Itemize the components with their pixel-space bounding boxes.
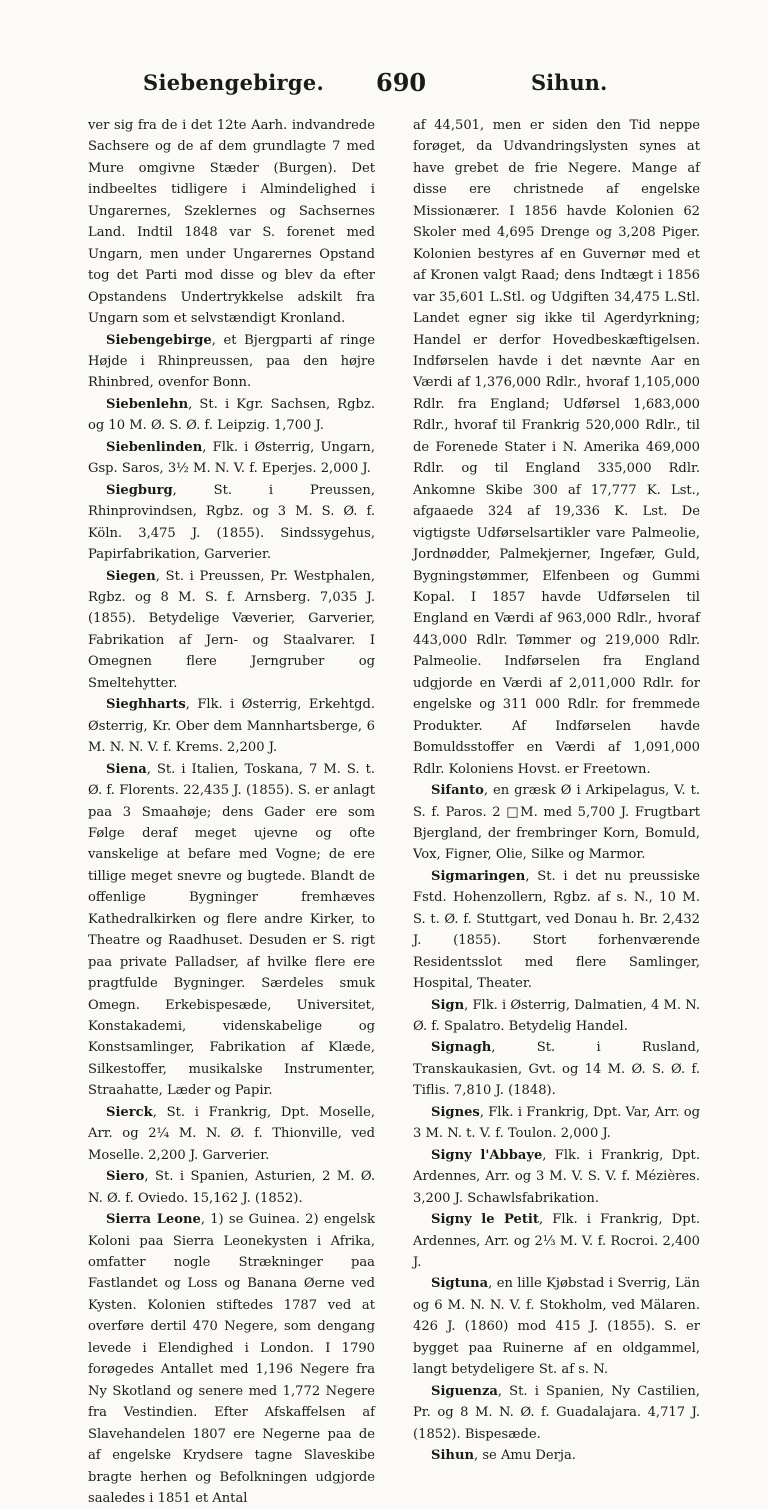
entry-headword: Sihun: [431, 1448, 474, 1464]
right-column: [413, 115, 700, 1467]
entry-sigtuna: [413, 1273, 700, 1380]
entry-headword: Signy l'Abbaye: [431, 1147, 543, 1163]
entry-signes: [413, 1102, 700, 1145]
entry-text: , Flk. i Østerrig, Erkehtgd. Østerrig, Kr. Ober dem Mannhartsberge, 6 M. N. N. V. f. Krems. 2,200 J.: [88, 697, 375, 756]
entry-signy-le-petit: [413, 1209, 700, 1273]
running-head-left: Siebengebirge.: [143, 70, 325, 95]
entry-siegen: [88, 566, 375, 695]
entry-text: , St. i Kgr. Sachsen, Rgbz. og 10 M. Ø. S. Ø. f. Leipzig. 1,700 J.: [88, 396, 375, 434]
entry-siebenlehn: [88, 394, 375, 437]
entry-text: , St. i Frankrig, Dpt. Moselle, Arr. og 2¼ M. N. Ø. f. Thionville, ved Moselle. 2,200 J. Garverier.: [88, 1104, 375, 1163]
entry-signy-labbaye: [413, 1145, 700, 1209]
entry-headword: Sierck: [106, 1104, 153, 1120]
entry-headword: Signagh: [431, 1040, 492, 1056]
entry-text: , Flk. i Frankrig, Dpt. Var, Arr. og 3 M. N. t. V. f. Toulon. 2,000 J.: [413, 1104, 700, 1142]
entry-text: af 44,501, men er siden den Tid neppe forøget, da Udvandringslysten synes at have grebet de frie Negere. Mange af disse ere christnede af engelske Missionærer. I 1856 havde Kolonien 62 Skoler med 4,695 Drenge og 3,208 Piger. Kolonien bestyres af en Guvernør med et af Kronen valgt Raad; dens Indtægt i 1856 var 35,601 L.Stl. og Udgiften 34,475 L.Stl. Landet egner sig ikke til Agerdyrkning; Handel er derfor Hovedbeskæftigelsen. Indførselen havde i det nævnte Aar en Værdi af 1,376,000 Rdlr., hvoraf 1,105,000 Rdlr. fra England; Udførsel 1,683,000 Rdlr., hvoraf til Frankrig 520,000 Rdlr., til de Forenede Stater i N. Amerika 469,000 Rdlr. og til England 335,000 Rdlr. Ankomne Skibe 300 af 17,777 K. Lst., afgaaede 324 af 19,336 K. Lst. De vigtigste Udførselsartikler vare Palmeolie, Jordnødder, Palmekjerner, Ingefær, Guld, Bygningstømmer, Elfenbeen og Gummi Kopal. I 1857 havde Udførselen til England en Værdi af 963,000 Rdlr., hvoraf 443,000 Rdlr. Tømmer og 219,000 Rdlr. Palmeolie. Indførselen fra England udgjorde en Værdi af 2,011,000 Rdlr. for engelske og 311 000 Rdlr. for fremmede Produkter. Af Indførselen havde Bomuldsstoffer en Værdi af 1,091,000 Rdlr. Koloniens Hovst. er Freetown.: [413, 118, 700, 777]
entry-siena: [88, 759, 375, 1102]
entry-sigmaringen: [413, 866, 700, 995]
entry-headword: Siena: [106, 761, 147, 777]
entry-text: , et Bjergparti af ringe Højde i Rhinpreussen, paa den højre Rhinbred, ovenfor Bonn.: [88, 332, 375, 391]
entry-headword: Siebenlehn: [106, 396, 189, 412]
entry-sihun: [413, 1445, 700, 1466]
entry-text: , Flk. i Østerrig, Ungarn, Gsp. Saros, 3½ M. N. V. f. Eperjes. 2,000 J.: [88, 439, 375, 477]
entry-text: , St. i Spanien, Asturien, 2 M. Ø. N. Ø. f. Oviedo. 15,162 J. (1852).: [88, 1169, 375, 1206]
entry-text: , Flk. i Frankrig, Dpt. Ardennes, Arr. og 3 M. V. S. V. f. Mézières. 3,200 J. Schawlsfabrikation.: [413, 1147, 700, 1206]
entry-headword: Siguenza: [431, 1383, 498, 1399]
entry-siegburg: [88, 480, 375, 566]
entry-siebenlinden: [88, 437, 375, 480]
entry-text: ver sig fra de i det 12te Aarh. indvandrede Sachsere og de af dem grundlagte 7 med Mure omgivne Stæder (Burgen). Det indbeeltes tidligere i Almindelighed i Ungarernes, Szeklernes og Sachsernes Land. Indtil 1848 var S. forenet med Ungarn, men under Ungarernes Opstand tog det Parti mod disse og blev da efter Opstandens Undertrykkelse adskilt fra Ungarn som et selvstændigt Kronland.: [88, 118, 375, 327]
entry-headword: Sierra Leone: [106, 1212, 201, 1228]
entry-headword: Sign: [431, 997, 465, 1013]
entry-siero: [88, 1166, 375, 1209]
entry-headword: Siebengebirge: [106, 332, 212, 348]
entry-headword: Siegburg: [106, 482, 173, 498]
entry-continuation: [413, 115, 700, 780]
entry-headword: Signes: [431, 1104, 480, 1120]
entry-text: , St. i det nu preussiske Fstd. Hohenzollern, Rgbz. af s. N., 10 M. S. t. Ø. f. Stuttgart, ved Donau h. Br. 2,432 J. (1855). Stort forhenværende Residentsslot med flere Samlinger, Hospital, Theater.: [413, 868, 700, 992]
entry-headword: Siegen: [106, 568, 156, 584]
entry-siebengebirge: [88, 330, 375, 394]
entry-headword: Sifanto: [431, 783, 484, 799]
entry-text: , en græsk Ø i Arkipelagus, V. t. S. f. Paros. 2 □M. med 5,700 J. Frugtbart Bjergland, der frembringer Korn, Bomuld, Vox, Figner, Olie, Silke og Marmor.: [413, 783, 700, 863]
page-number: 690: [376, 68, 427, 97]
entry-text: , St. i Spanien, Ny Castilien, Pr. og 8 M. N. Ø. f. Guadalajara. 4,717 J. (1852). Bispesæde.: [413, 1383, 700, 1442]
entry-headword: Sieghharts: [106, 697, 186, 713]
entry-sieghharts: [88, 694, 375, 758]
entry-signagh: [413, 1037, 700, 1101]
running-head-right: Sihun.: [531, 70, 608, 95]
entry-headword: Sigtuna: [431, 1276, 489, 1292]
entry-text: , 1) se Guinea. 2) engelsk Koloni paa Sierra Leonekysten i Afrika, omfatter nogle Strækninger paa Fastlandet og Loss og Banana Øerne ved Kysten. Kolonien stiftedes 1787 ved at overføre dertil 470 Negere, som dengang levede i Elendighed i London. I 1790 forøgedes Antallet med 1,196 Negere fra Ny Skotland og senere med 1,772 Negere fra Vestindien. Efter Afskaffelsen af Slavehandelen 1807 ere Negerne paa de af engelske Krydsere tagne Slaveskibe bragte herhen og Befolkningen udgjorde saaledes i 1851 et Antal: [88, 1212, 375, 1506]
entry-text: , St. i Preussen, Rhinprovindsen, Rgbz. og 3 M. S. Ø. f. Köln. 3,475 J. (1855). Sindssygehus, Papirfabrikation, Garverier.: [88, 482, 375, 563]
entry-text: , Flk. i Frankrig, Dpt. Ardennes, Arr. og 2⅓ M. V. f. Rocroi. 2,400 J.: [413, 1212, 701, 1271]
entry-siguenza: [413, 1381, 700, 1445]
entry-sierra-leone: [88, 1209, 375, 1509]
entry-sign: [413, 995, 700, 1038]
entry-text: , en lille Kjøbstad i Sverrig, Län og 6 M. N. N. V. f. Stokholm, ved Mälaren. 426 J. (1860) mod 415 J. (1855). S. er bygget paa Ruinerne af en oldgammel, langt betydeligere St. af s. N.: [413, 1276, 700, 1378]
entry-text: , se Amu Derja.: [474, 1448, 576, 1464]
entry-text: , Flk. i Østerrig, Dalmatien, 4 M. N. Ø. f. Spalatro. Betydelig Handel.: [413, 997, 700, 1035]
entry-text: , St. i Rusland, Transkaukasien, Gvt. og 14 M. Ø. S. Ø. f. Tiflis. 7,810 J. (1848).: [413, 1040, 700, 1099]
entry-headword: Signy le Petit: [431, 1212, 539, 1228]
entry-sierck: [88, 1102, 375, 1166]
entry-text: , St. i Italien, Toskana, 7 M. S. t. Ø. f. Florents. 22,435 J. (1855). S. er anlagt paa 3 Smaahøje; dens Gader ere som Følge deraf meget ujevne og ofte vanskelige at befare med Vogne; de ere tillige meget snevre og bugtede. Blandt de offenlige Bygninger fremhæves Kathedralkirken og flere andre Kirker, to Theatre og Raadhuset. Desuden er S. rigt paa private Palladser, af hvilke flere ere pragtfulde Bygninger. Særdeles smuk Omegn. Erkebispesæde, Universitet, Konstakademi, videnskabelige og Konstsamlinger, Fabrikation af Klæde, Silkestoffer, musikalske Instrumenter, Straahatte, Læder og Papir.: [88, 761, 375, 1099]
entry-continuation: [88, 115, 375, 330]
entry-headword: Siebenlinden: [106, 439, 203, 455]
page-header: [0, 70, 768, 106]
entry-text: , St. i Preussen, Pr. Westphalen, Rgbz. og 8 M. S. f. Arnsberg. 7,035 J. (1855). Betydelige Væverier, Garverier, Fabrikation af Jern- og Staalvarer. I Omegnen flere Jerngruber og Smeltehytter.: [88, 568, 375, 691]
entry-headword: Siero: [106, 1169, 145, 1185]
left-column: [88, 115, 375, 1509]
entry-sifanto: [413, 780, 700, 866]
entry-headword: Sigmaringen: [431, 868, 526, 884]
